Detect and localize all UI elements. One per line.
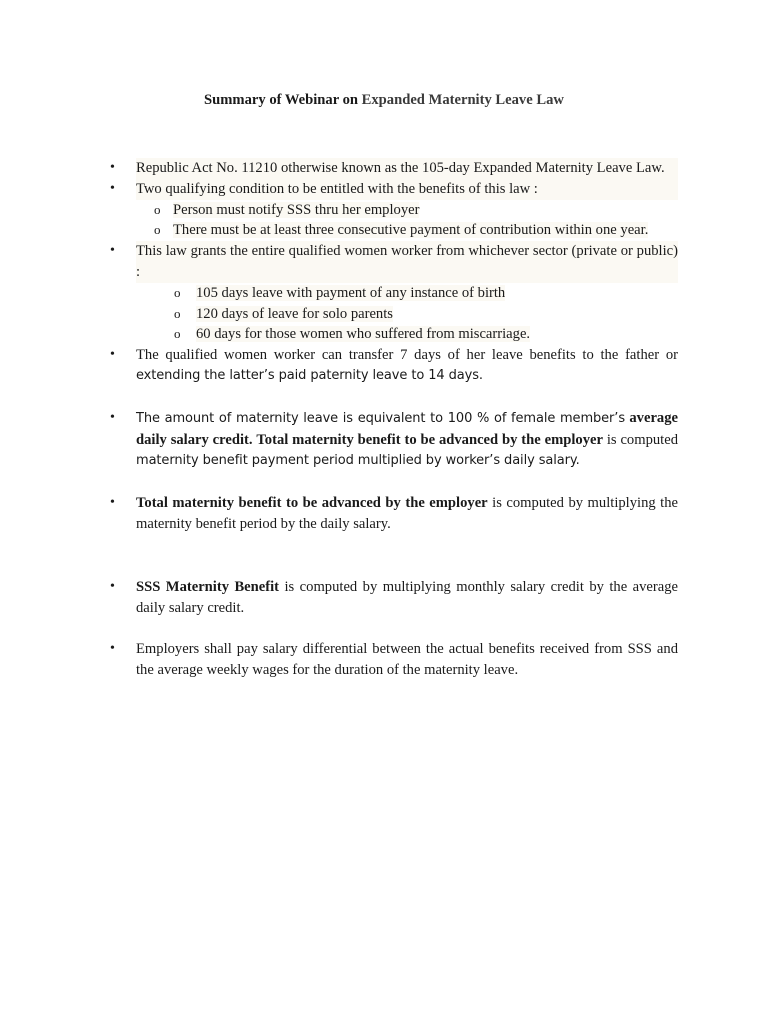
bold-phrase: Total maternity benefit to be advanced by the employer: [136, 495, 488, 512]
sub-item-text: 60 days for those women who suffered from miscarriage.: [196, 326, 531, 343]
title-rest: Expanded Maternity Leave Law: [361, 92, 564, 108]
spacer: [106, 535, 678, 577]
sublist-container: [106, 283, 678, 345]
title-lead: Summary of Webinar on: [204, 92, 358, 108]
bullet-text: Republic Act No. 11210 otherwise known as the 105-day Expanded Maternity Leave Law.: [136, 158, 678, 179]
bullet-text: This law grants the entire qualified women worker from whichever sector (private or public) :: [136, 241, 678, 283]
sub-item-text: Person must notify SSS thru her employer: [173, 201, 420, 218]
bullet-text: [136, 493, 678, 535]
bullet-icon: •: [110, 495, 115, 511]
list-item: [106, 493, 678, 535]
sub-list-item: [106, 324, 678, 345]
sub-item-text: 105 days leave with payment of any instance of birth: [196, 284, 506, 301]
bold-phrase: SSS Maternity Benefit: [136, 578, 280, 595]
sub-item-text: 120 days of leave for solo parents: [196, 305, 393, 322]
bold-phrase: Total maternity benefit to be advanced by the employer: [256, 431, 603, 448]
circle-bullet-icon: o: [154, 222, 161, 238]
bullet-text-part: is computed by multiplying the maternity benefit period by the daily salary.: [136, 495, 678, 532]
bullet-text: Two qualifying condition to be entitled with the benefits of this law :: [136, 179, 678, 200]
sub-item-text: There must be at least three consecutive payment of contribution within one year.: [173, 222, 649, 239]
bullet-list: [106, 158, 678, 681]
bullet-text-part: is computed: [606, 431, 678, 448]
sub-list: [106, 283, 678, 345]
bullet-text-line: The qualified women worker can transfer 7 days of her leave benefits to the father or: [136, 347, 678, 364]
sublist-container: [106, 200, 678, 242]
bullet-icon: •: [110, 243, 115, 259]
page-title: [0, 90, 768, 110]
circle-bullet-icon: o: [174, 326, 181, 342]
bullet-icon: •: [110, 347, 115, 363]
spacer: [106, 387, 678, 408]
list-item: [106, 179, 678, 200]
circle-bullet-icon: o: [154, 201, 161, 217]
sub-list: [106, 200, 678, 242]
list-item: [106, 241, 678, 283]
bullet-icon: •: [110, 409, 115, 425]
circle-bullet-icon: o: [174, 305, 181, 321]
bullet-text-part: is computed by multiplying monthly salary credit by the average daily salary credit.: [136, 578, 678, 616]
bullet-text-part: maternity benefit payment period multiplied by worker’s daily salary.: [136, 453, 580, 469]
bullet-text-part: The amount of maternity leave is equivalent to 100 % of female member’s: [136, 410, 626, 426]
list-item: [106, 408, 678, 472]
bullet-text: [136, 577, 678, 619]
bold-phrase: average daily salary credit.: [136, 409, 678, 448]
bullet-icon: •: [110, 160, 115, 175]
bullet-text: Employers shall pay salary differential between the actual benefits received from SSS and the average weekly wages for the duration of the maternity leave.: [136, 641, 678, 679]
sub-list-item: [106, 200, 678, 221]
list-item: [106, 158, 678, 179]
sub-list-item: [106, 304, 678, 325]
spacer: [106, 618, 678, 639]
bullet-icon: •: [110, 578, 115, 594]
sub-list-item: [106, 283, 678, 304]
spacer: [106, 472, 678, 493]
bullet-icon: •: [110, 641, 115, 657]
circle-bullet-icon: o: [174, 284, 181, 300]
bullet-text-line: extending the latter’s paid paternity leave to 14 days.: [136, 367, 483, 383]
list-item: [106, 577, 678, 619]
list-item: [106, 345, 678, 387]
sub-list-item: [106, 220, 678, 241]
bullet-text: [136, 408, 678, 472]
bullet-icon: •: [110, 180, 115, 196]
list-item: [106, 639, 678, 681]
